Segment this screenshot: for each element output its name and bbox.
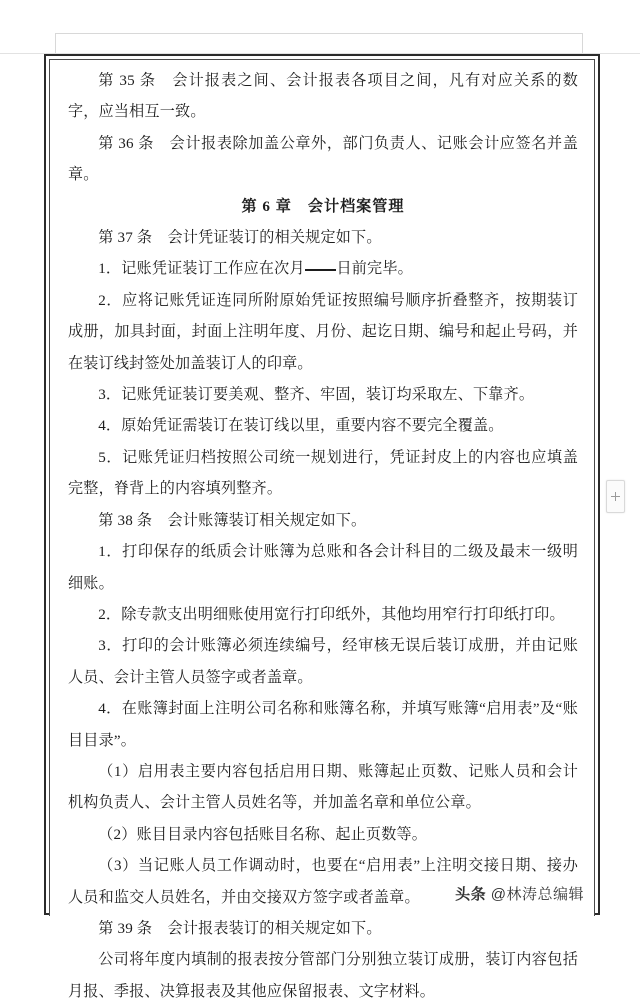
paragraph-article-36: 第 36 条 会计报表除加盖公章外，部门负责人、记账会计应签名并盖章。 xyxy=(68,135,578,184)
paragraph-article-37: 第 37 条 会计凭证装订的相关规定如下。 xyxy=(98,230,382,247)
fill-in-blank xyxy=(305,269,337,271)
paragraph-item-37-2: 2．应将记账凭证连同所附原始凭证按照编号顺序折叠整齐，按期装订成册，加具封面，封面上注明年度、月份、起讫日期、编号和起止号码，并在装订线封签处加盖装订人的印章。 xyxy=(68,292,578,372)
item-37-1-text-after-blank: 日前完毕。 xyxy=(336,261,413,278)
paragraph-article-35: 第 35 条 会计报表之间、会计报表各项目之间，凡有对应关系的数字，应当相互一致。 xyxy=(68,73,578,121)
document-page-inner-border xyxy=(49,59,595,1000)
document-text-body xyxy=(50,60,594,1008)
watermark xyxy=(455,883,584,904)
paragraph-item-38-4: 4．在账簿封面上注明公司名称和账簿名称，并填写账簿“启用表”及“账目目录”。 xyxy=(68,701,578,749)
paragraph-article-39-body: 公司将年度内填制的报表按分管部门分别独立装订成册，装订内容包括月报、季报、决算报表及其他应保留报表、文字材料。 xyxy=(68,952,578,1000)
paragraph-article-39: 第 39 条 会计报表装订的相关规定如下。 xyxy=(98,920,382,937)
watermark-platform: 头条 xyxy=(455,886,487,903)
watermark-handle: @林涛总编辑 xyxy=(490,886,584,903)
paragraph-item-37-1 xyxy=(68,254,578,285)
paragraph-item-37-4: 4．原始凭证需装订在装订线以里，重要内容不要完全覆盖。 xyxy=(98,418,504,435)
paragraph-article-38: 第 38 条 会计账簿装订相关规定如下。 xyxy=(98,512,367,529)
paragraph-item-38-4-3: （3）当记账人员工作调动时，也要在“启用表”上注明交接日期、接办人员和监交人员姓名，并由交接双方签字或者盖章。 xyxy=(68,858,578,906)
paragraph-item-38-2: 2．除专款支出明细账使用宽行打印纸外，其他均用窄行打印纸打印。 xyxy=(98,606,565,623)
document-page-frame xyxy=(44,54,600,1000)
expand-panel-button[interactable] xyxy=(606,480,625,513)
paragraph-item-38-4-1: （1）启用表主要内容包括启用日期、账簿起止页数、记账人员和会计机构负责人、会计主管人员姓名等，并加盖名章和单位公章。 xyxy=(68,763,578,812)
item-37-1-text-before-blank: 1．记账凭证装订工作应在次月 xyxy=(98,261,305,278)
paragraph-item-37-5: 5．记账凭证归档按照公司统一规划进行，凭证封皮上的内容也应填盖完整，脊背上的内容填列整齐。 xyxy=(68,449,578,498)
chapter-heading: 第 6 章 会计档案管理 xyxy=(241,198,405,215)
paragraph-item-38-3: 3．打印的会计账簿必须连续编号，经审核无误后装订成册，并由记账人员、会计主管人员签字或者盖章。 xyxy=(68,638,578,686)
plus-icon xyxy=(611,492,620,501)
paragraph-item-37-3: 3．记账凭证装订要美观、整齐、牢固，装订均采取左、下靠齐。 xyxy=(98,387,535,404)
paragraph-item-38-4-2: （2）账目目录内容包括账目名称、起止页数等。 xyxy=(98,826,428,843)
paragraph-item-38-1: 1．打印保存的纸质会计账簿为总账和各会计科目的二级及最末一级明细账。 xyxy=(68,544,578,592)
